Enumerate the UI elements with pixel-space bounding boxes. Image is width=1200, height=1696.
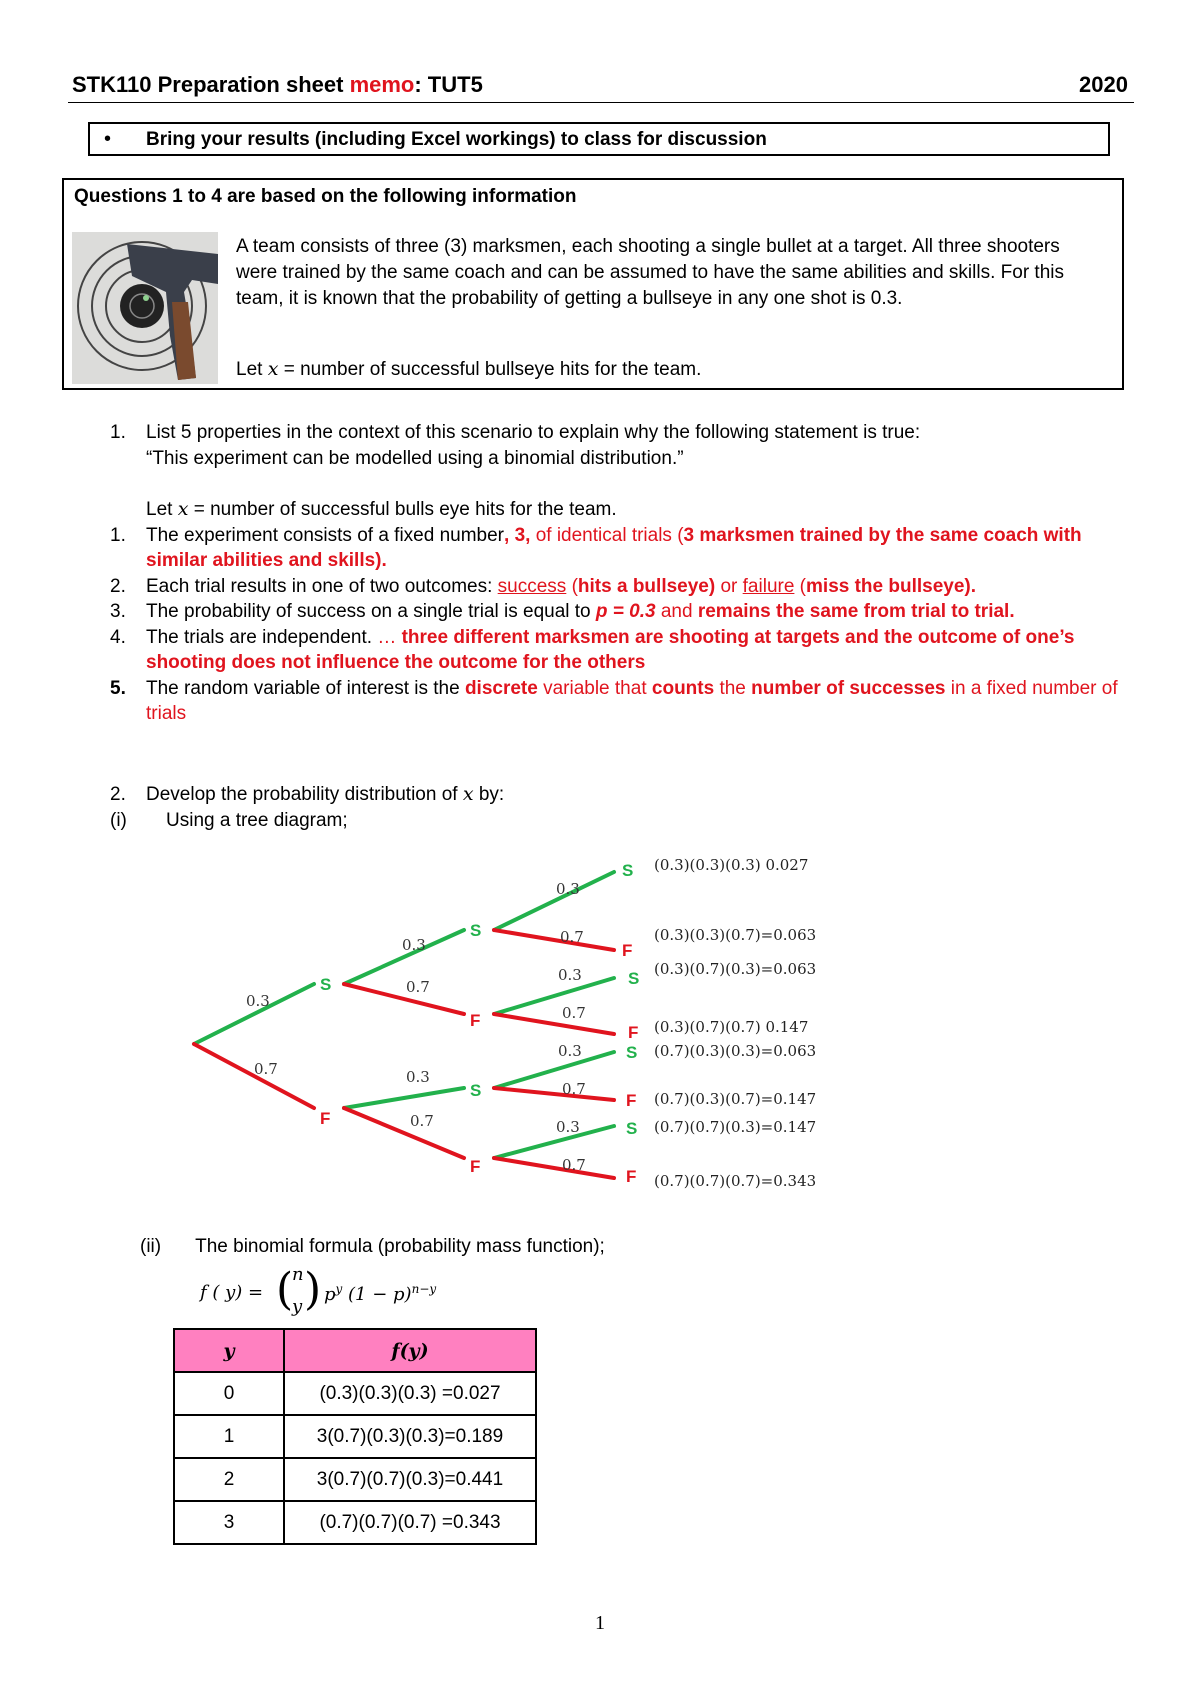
svg-text:0.3: 0.3	[558, 966, 582, 984]
svg-text:(0.3)(0.3)(0.7)=0.063: (0.3)(0.3)(0.7)=0.063	[654, 926, 817, 944]
svg-text:0.3: 0.3	[402, 936, 426, 954]
question-2-text: 2. Develop the probability distribution of x by:	[110, 783, 505, 805]
svg-text:0.7: 0.7	[562, 1080, 586, 1098]
question-number: 1.	[110, 422, 126, 443]
svg-text:(0.7)(0.7)(0.7)=0.343: (0.7)(0.7)(0.7)=0.343	[654, 1172, 817, 1190]
question-2-part-ii: (ii) The binomial formula (probability mass function);	[140, 1236, 605, 1257]
property-1: 1. The experiment consists of a fixed number, 3, of identical trials (3 marksmen trained by the same coach with similar abilities and skills).	[110, 524, 1082, 571]
svg-text:0.7: 0.7	[562, 1156, 586, 1174]
question-2	[110, 782, 504, 833]
svg-text:S: S	[470, 921, 482, 940]
svg-text:0.3: 0.3	[556, 1118, 580, 1136]
question-1-statement: “This experiment can be modelled using a binomial distribution.”	[146, 447, 684, 469]
svg-text:F: F	[626, 1167, 637, 1186]
svg-text:S: S	[320, 975, 332, 994]
answer-variable-definition: Let x = number of successful bulls eye hits for the team.	[146, 498, 617, 520]
property-5: 5. The random variable of interest is the discrete variable that counts the number of successes in a fixed number of trials	[110, 677, 1118, 724]
column-header-y: y	[174, 1329, 284, 1372]
target-pistol-photo	[72, 232, 218, 384]
scenario-box	[62, 178, 1124, 390]
property-3: 3. The probability of success on a single trial is equal to p = 0.3 and remains the same from trial to trial.	[110, 601, 1015, 622]
svg-text:S: S	[626, 1043, 638, 1062]
question-2-part-i: (i) Using a tree diagram;	[110, 809, 348, 831]
table-row: 0 (0.3)(0.3)(0.3) =0.027	[174, 1372, 536, 1415]
svg-text:(0.7)(0.7)(0.3)=0.147: (0.7)(0.7)(0.3)=0.147	[654, 1118, 817, 1136]
svg-text:F: F	[622, 941, 633, 960]
instruction-text: Bring your results (including Excel workings) to class for discussion	[146, 129, 767, 150]
header-year: 2020	[1079, 72, 1128, 97]
svg-text:S: S	[470, 1081, 482, 1100]
svg-text:S: S	[622, 861, 634, 880]
svg-text:0.7: 0.7	[560, 928, 584, 946]
table-row: 2 3(0.7)(0.7)(0.3)=0.441	[174, 1458, 536, 1501]
scenario-heading: Questions 1 to 4 are based on the following information	[74, 186, 577, 207]
binomial-formula: f ( y) = ( n y ) $p^y$ $(1 - p)^{n-y}$	[200, 1264, 437, 1317]
svg-text:(0.7)(0.3)(0.7)=0.147: (0.7)(0.3)(0.7)=0.147	[654, 1090, 817, 1108]
svg-text:F: F	[628, 1023, 639, 1042]
page-number: 1	[595, 1612, 605, 1634]
svg-text:S: S	[626, 1119, 638, 1138]
instruction-box	[88, 122, 1110, 156]
property-2: 2. Each trial results in one of two outcomes: success (hits a bullseye) or failure (miss the bullseye).	[110, 575, 977, 597]
svg-text:(0.3)(0.7)(0.3)=0.063: (0.3)(0.7)(0.3)=0.063	[654, 960, 817, 978]
column-header-fy: f(y)	[284, 1329, 536, 1372]
answer-list	[110, 497, 1140, 727]
svg-text:(0.7)(0.3)(0.3)=0.063: (0.7)(0.3)(0.3)=0.063	[654, 1042, 817, 1060]
svg-text:F: F	[320, 1109, 331, 1128]
svg-text:0.7: 0.7	[562, 1004, 586, 1022]
svg-text:0.7: 0.7	[254, 1060, 278, 1078]
property-4: 4. The trials are independent. … three different marksmen are shooting at targets and the outcome of one’s shooting does not influence the outcome for the others	[110, 626, 1075, 673]
page-title: STK110 Preparation sheet memo: TUT5	[72, 72, 483, 97]
question-1-text: List 5 properties in the context of this scenario to explain why the following statement is true:	[146, 422, 921, 443]
table-row: 3 (0.7)(0.7)(0.7) =0.343	[174, 1501, 536, 1544]
svg-text:0.3: 0.3	[246, 992, 270, 1010]
probability-table	[173, 1328, 537, 1545]
svg-text:0.7: 0.7	[406, 978, 430, 996]
svg-text:(0.3)(0.3)(0.3) 0.027: (0.3)(0.3)(0.3) 0.027	[654, 856, 809, 874]
svg-text:0.3: 0.3	[406, 1068, 430, 1086]
variable-definition: Let x = number of successful bullseye hits for the team.	[236, 358, 702, 380]
svg-text:F: F	[470, 1011, 481, 1030]
svg-text:0.7: 0.7	[410, 1112, 434, 1130]
svg-text:F: F	[470, 1157, 481, 1176]
svg-text:F: F	[626, 1091, 637, 1110]
tree-diagram	[180, 842, 840, 1202]
svg-text:(0.3)(0.7)(0.7) 0.147: (0.3)(0.7)(0.7) 0.147	[654, 1018, 809, 1036]
scenario-text: A team consists of three (3) marksmen, each shooting a single bullet at a target. All three shooters were trained by the same coach and can be assumed to have the same abilities and skills. For this team, it is known that the probability of getting a bullseye in any one shot is 0.3.	[236, 236, 1064, 309]
svg-text:S: S	[628, 969, 640, 988]
svg-text:0.3: 0.3	[558, 1042, 582, 1060]
header-divider	[68, 102, 1134, 103]
bullet-icon: •	[104, 128, 112, 150]
table-row: 1 3(0.7)(0.3)(0.3)=0.189	[174, 1415, 536, 1458]
svg-text:0.3: 0.3	[556, 880, 580, 898]
